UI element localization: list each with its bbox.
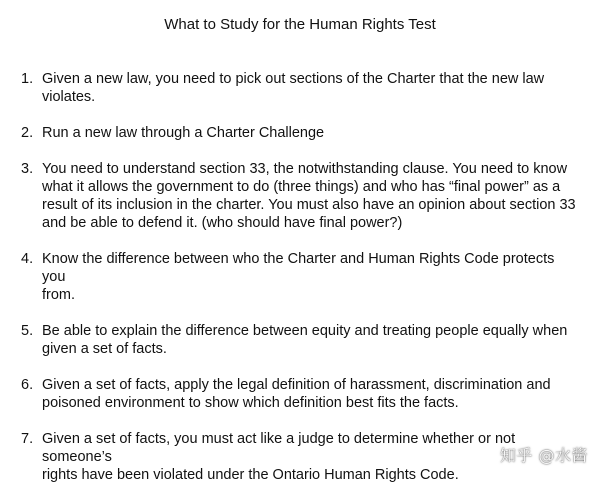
study-list (21, 70, 581, 484)
zhihu-watermark: 知乎 @水酱 (499, 446, 588, 465)
item-number: 5. (21, 323, 34, 339)
item-text: Be able to explain the difference between equity and treating people equally when given a set of facts. (42, 323, 568, 357)
item-number: 2. (21, 125, 34, 141)
list-item (21, 250, 581, 304)
item-text: Given a new law, you need to pick out sections of the Charter that the new law violates. (42, 71, 545, 105)
list-item (21, 160, 581, 232)
item-text: Given a set of facts, you must act like a judge to determine whether or not someone’s rights have been violated under the Ontario Human Rights Code. (42, 431, 516, 483)
item-number: 3. (21, 161, 34, 177)
item-text: Know the difference between who the Charter and Human Rights Code protects you from. (42, 251, 555, 303)
item-text: You need to understand section 33, the notwithstanding clause. You need to know what it allows the government to do (three things) and who has “final power” as a result of its inclusion in the charter. You must also have an opinion about section 33 and be able to defend it. (who should have final power?) (42, 161, 576, 231)
list-item (21, 322, 581, 358)
document-title: What to Study for the Human Rights Test (164, 16, 436, 33)
list-item (21, 376, 581, 412)
item-number: 1. (21, 71, 34, 87)
list-item (21, 70, 581, 106)
list-item (21, 124, 581, 142)
item-number: 7. (21, 431, 34, 447)
list-item (21, 430, 581, 484)
item-text: Given a set of facts, apply the legal definition of harassment, discrimination and poisoned environment to show which definition best fits the facts. (42, 377, 551, 411)
item-number: 4. (21, 251, 34, 267)
item-text: Run a new law through a Charter Challenge (42, 125, 325, 141)
item-number: 6. (21, 377, 34, 393)
